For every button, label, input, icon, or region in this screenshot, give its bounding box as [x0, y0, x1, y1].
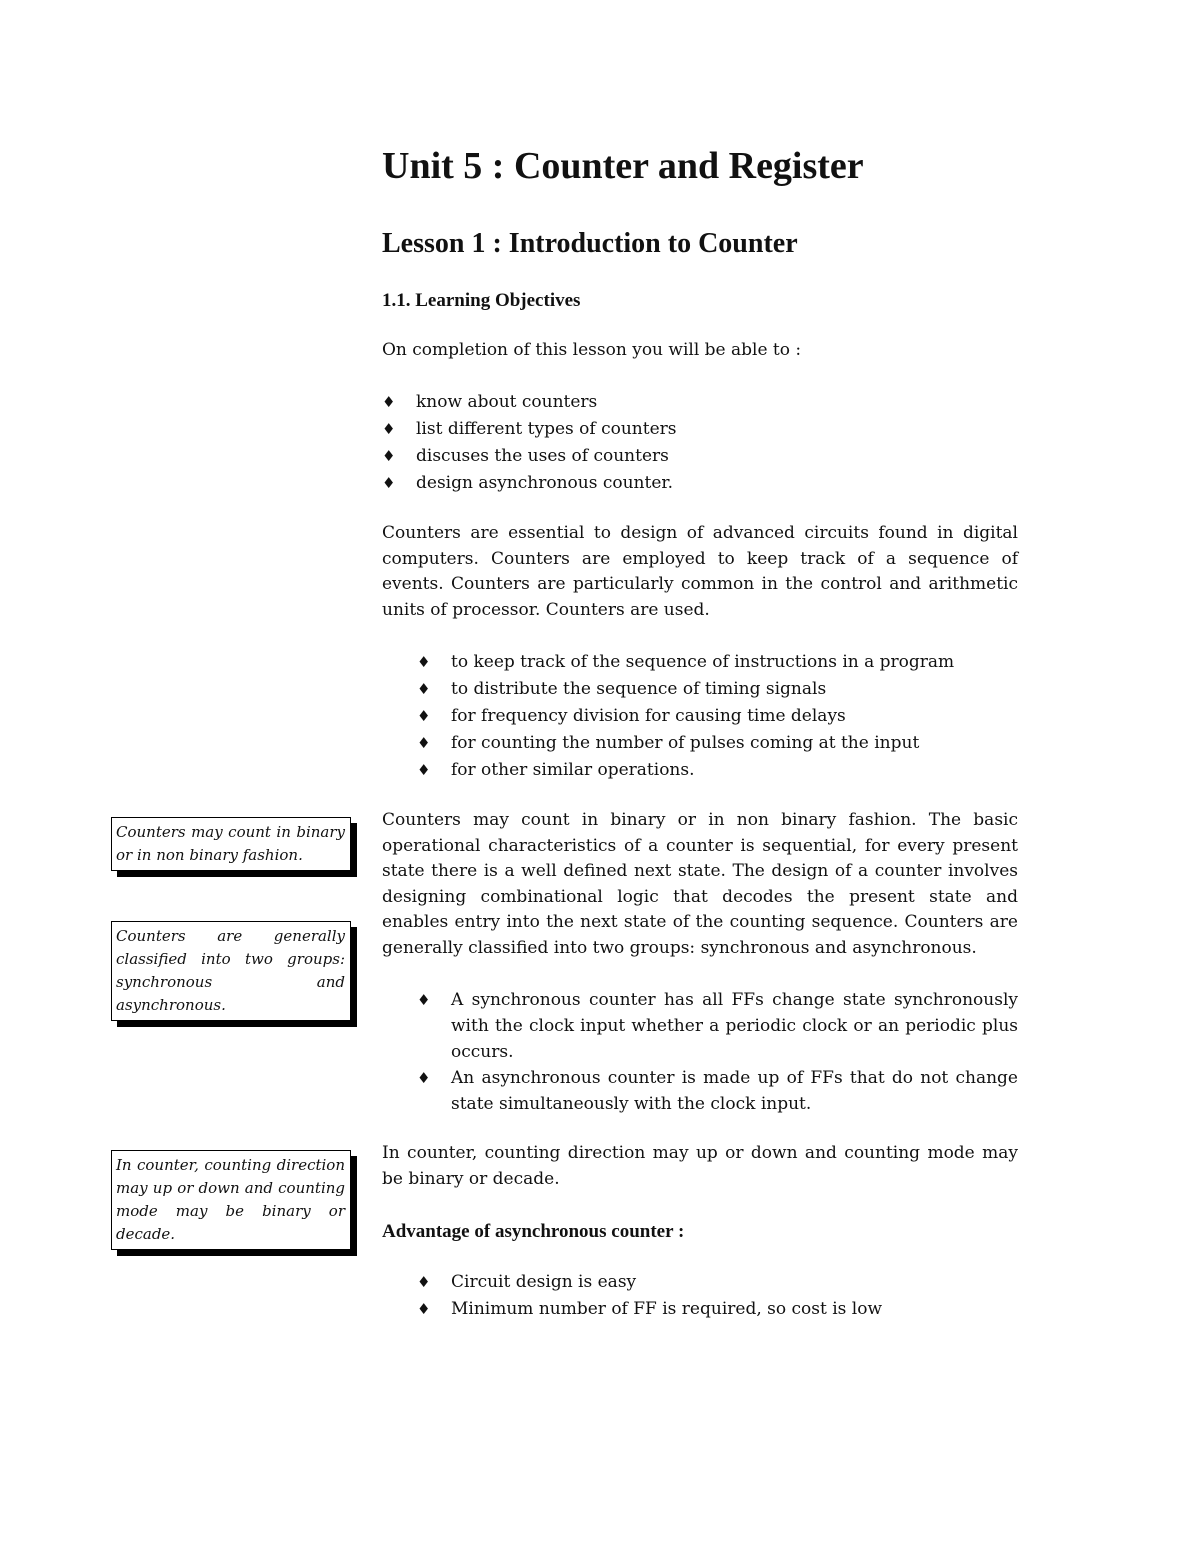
margin-note [111, 921, 351, 1021]
advantage-heading: Advantage of asynchronous counter : [382, 1221, 685, 1242]
direction-paragraph: In counter, counting direction may up or down and counting mode may be binary or decade. [382, 1143, 1018, 1189]
margin-note [111, 817, 351, 871]
list-item: ♦ discuses the uses of counters [382, 443, 1018, 470]
diamond-bullet-icon: ♦ [417, 653, 431, 671]
objectives-list [382, 389, 1018, 497]
diamond-bullet-icon: ♦ [417, 707, 431, 725]
diamond-bullet-icon: ♦ [417, 1069, 431, 1087]
margin-note-text: Counters are generally classified into two groups: synchronous and asynchronous. [116, 927, 345, 1014]
margin-note-text: Counters may count in binary or in non binary fashion. [116, 823, 345, 864]
diamond-bullet-icon: ♦ [382, 393, 396, 411]
margin-note-text: In counter, counting direction may up or down and counting mode may be binary or decade. [116, 1156, 345, 1243]
diamond-bullet-icon: ♦ [417, 991, 431, 1009]
list-item: ♦ for frequency division for causing time delays [417, 703, 1018, 730]
diamond-bullet-icon: ♦ [382, 420, 396, 438]
diamond-bullet-icon: ♦ [417, 761, 431, 779]
list-item: ♦ list different types of counters [382, 416, 1018, 443]
diamond-bullet-icon: ♦ [417, 1300, 431, 1318]
diamond-bullet-icon: ♦ [382, 474, 396, 492]
diamond-bullet-icon: ♦ [382, 447, 396, 465]
diamond-bullet-icon: ♦ [417, 1273, 431, 1291]
counting-paragraph: Counters may count in binary or in non binary fashion. The basic operational characteristics of a counter is sequential, for every present state there is a well defined next state. The design of a counter involves designing combinational logic that decodes the present state and enables entry into the next state of the counting sequence. Counters are generally classified into two groups: synchronous and asynchronous. [382, 810, 1018, 958]
learning-objectives-heading: 1.1. Learning Objectives [382, 290, 581, 311]
lesson-title: Lesson 1 : Introduction to Counter [382, 228, 798, 259]
uses-list [417, 649, 1018, 784]
objectives-intro: On completion of this lesson you will be able to : [382, 340, 802, 360]
list-item: ♦ A synchronous counter has all FFs change state synchronously with the clock input whether a periodic clock or an periodic plus occurs. [417, 987, 1018, 1065]
intro-paragraph: Counters are essential to design of advanced circuits found in digital computers. Counters are employed to keep track of a sequence of events. Counters are particularly common in the control and arithmetic units of processor. Counters are used. [382, 523, 1018, 620]
unit-title: Unit 5 : Counter and Register [382, 145, 864, 187]
list-item: ♦ Minimum number of FF is required, so cost is low [417, 1296, 1018, 1323]
list-item: ♦ to distribute the sequence of timing signals [417, 676, 1018, 703]
list-item: ♦ know about counters [382, 389, 1018, 416]
list-item: ♦ An asynchronous counter is made up of FFs that do not change state simultaneously with the clock input. [417, 1065, 1018, 1117]
list-item: ♦ to keep track of the sequence of instructions in a program [417, 649, 1018, 676]
margin-note [111, 1150, 351, 1250]
advantage-list [417, 1269, 1018, 1323]
diamond-bullet-icon: ♦ [417, 680, 431, 698]
list-item: ♦ for counting the number of pulses coming at the input [417, 730, 1018, 757]
diamond-bullet-icon: ♦ [417, 734, 431, 752]
list-item: ♦ design asynchronous counter. [382, 470, 1018, 497]
list-item: ♦ Circuit design is easy [417, 1269, 1018, 1296]
list-item: ♦ for other similar operations. [417, 757, 1018, 784]
counter-types-list [417, 987, 1018, 1117]
